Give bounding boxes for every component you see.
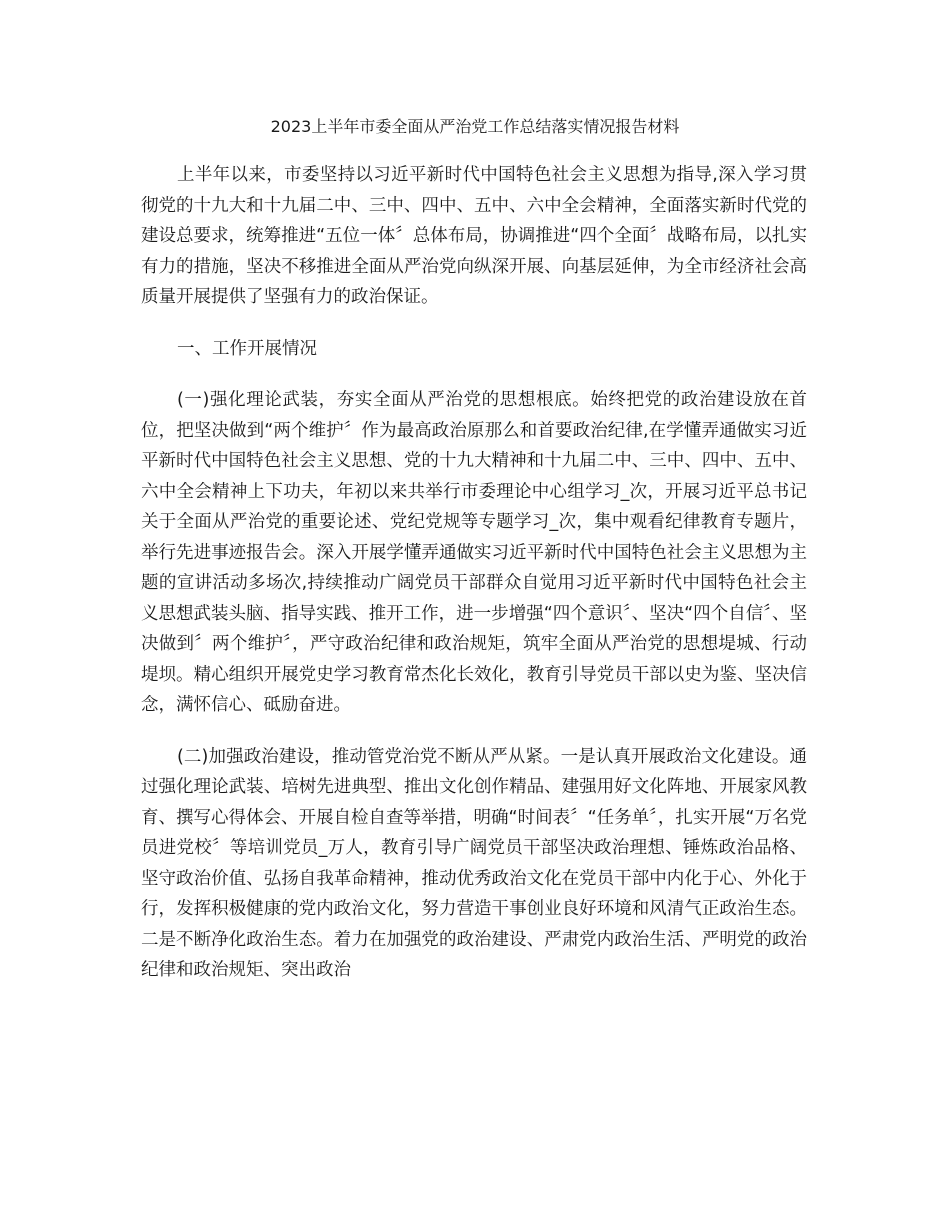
- document-body: [141, 160, 807, 1007]
- document-title: 2023上半年市委全面从严治党工作总结落实情况报告材料: [270, 117, 680, 136]
- paragraph-theory: (一)强化理论武装，夯实全面从严治党的思想根底。始终把党的政治建设放在首位，把坚决做到“两个维护〞作为最高政治原那么和首要政治纪律,在学懂弄通做实习近平新时代中国特色社会主义思想、党的十九大精神和十九届二中、三中、四中、五中、六中全会精神上下功夫，年初以来共举行市委理论中心组学习_次，开展习近平总书记关于全面从严治党的重要论述、党纪党规等专题学习_次，集中观看纪律教育专题片，举行先进事迹报告会。深入开展学懂弄通做实习近平新时代中国特色社会主义思想为主题的宣讲活动多场次,持续推动广阔党员干部群众自觉用习近平新时代中国特色社会主义思想武装头脑、指导实践、推开工作，进一步增强“四个意识〞、坚决“四个自信〞、坚决做到〞两个维护〞，严守政治纪律和政治规矩，筑牢全面从严治党的思想堤城、行动堤坝。精心组织开展党史学习教育常杰化长效化，教育引导党员干部以史为鉴、坚决信念，满怀信心、砥励奋进。: [141, 390, 807, 715]
- intro-paragraph: 上半年以来，市委坚持以习近平新时代中国特色社会主义思想为指导,深入学习贯彻党的十九大和十九届二中、三中、四中、五中、六中全会精神，全面落实新时代党的建设总要求，统筹推进“五位一体〞总体布局，协调推进“四个全面〞战略布局，以扎实有力的措施，坚决不移推进全面从严治党向纵深开展、向基层延伸，为全市经济社会高质量开展提供了坚强有力的政治保证。: [141, 165, 807, 307]
- section-heading: 一、工作开展情况: [177, 338, 317, 359]
- paragraph-political-building: (二)加强政治建设，推动管党治党不断从严从紧。一是认真开展政治文化建设。通过强化理论武装、培树先进典型、推出文化创作精品、建强用好文化阵地、开展家风教育、撰写心得体会、开展自检自查等举措，明确“时间表〞“任务单〞，扎实开展“万名党员进党校〞等培训党员_万人，教育引导广阔党员干部坚决政治理想、锤炼政治品格、坚守政治价值、弘扬自我革命精神，推动优秀政治文化在党员干部中内化于心、外化于行，发挥积极健康的党内政治文化，努力营造干事创业良好环境和风清气正政治生态。二是不断净化政治生态。着力在加强党的政治建设、严肃党内政治生活、严明党的政治纪律和政治规矩、突出政治: [141, 746, 807, 980]
